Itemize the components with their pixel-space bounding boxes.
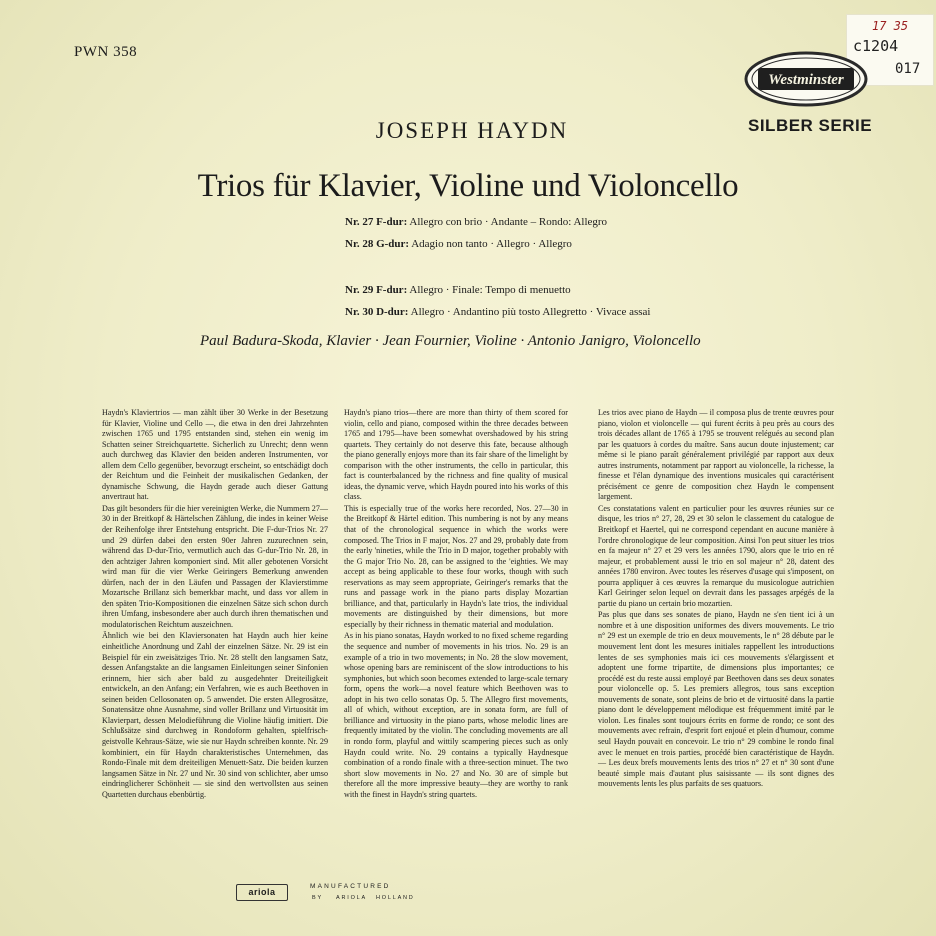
notes-paragraph: Das gilt besonders für die hier vereinigten Werke, die Nummern 27—30 in der Breitkopf & Härtelschen Zählung, die indes in keiner Weise der Reihenfolge ihrer Entstehung entspricht. Die F-dur-Trios Nr. 27 und 29 dürfen dabei den ersten 90er Jahren zuzurechnen sein, während das D-dur-Trio, vermutlich auch das G-dur-Trio Nr. 28, in den achtziger Jahren komponiert sind. Mit aller gebotenen Vorsicht wird man für die vier Werke Geiringers Bemerkung anwenden dürfen, nach der in den Läufen und Passagen der Klavierstimme Mozartsche Brillanz sich bemerkbar macht, und dass vor allem in den späten Trio-Kompositionen die einzelnen Sätze sich schon durch ihren Umfang, insbesondere aber auch durch ihren thematischen und modulatorischen Reichtum auszeichnen. [102,503,328,629]
movement-number: Nr. 29 F-dur: [345,284,408,296]
movement-text: Adagio non tanto · Allegro · Allegro [411,238,572,250]
notes-paragraph: This is especially true of the works here recorded, Nos. 27—30 in the Breitkopf & Härtel edition. This numbering is not by any means that of the chronological sequence in which the works were composed. The Trios in F major, Nos. 27 and 29, probably date from the early 'nineties, while the Trio in D major, together probably with the G major Trio No. 28, can be assigned to the 'eighties. We may accept as being applicable to these four works, though with such reservations as may seem appropriate, Geiringer's remarks that the runs and passage work in the piano parts display Mozartian brilliance, and that, particularly in Haydn's late trios, the individual movements are distinguished by their dimensions, but more especially by their richness in thematic material and modulation. [344,503,568,629]
manufacturer-name: ARIOLA [336,895,367,901]
westminster-logo [744,48,868,110]
work-title: Trios für Klavier, Violine und Violoncello [197,168,739,204]
movement-line [345,306,651,318]
movement-number: Nr. 27 F-dur: [345,216,408,228]
manufactured-label: MANUFACTURED [310,883,391,890]
movement-line [345,216,607,228]
westminster-logo-text: Westminster [768,72,844,88]
notes-english [344,408,568,801]
movement-line [345,238,572,250]
notes-german [102,408,328,801]
handwritten-code-1: c1204 [853,37,899,55]
manufacturer-country: HOLLAND [376,895,415,901]
catalog-number: PWN 358 [74,44,138,60]
movement-text: Allegro · Finale: Tempo di menuetto [409,284,571,296]
notes-paragraph: Pas plus que dans ses sonates de piano, Haydn ne s'en tient ici à un nombre et à une disposition uniformes des divers mouvements. Le trio n° 29 est un exemple de trio en deux mouvements, le n° 28 débute par le mouvement lent dont les mesures initiales rappellent les introductions lentes de ses symphonies mais ici ces mouvements s'élargissent et adoptent une forme tripartite, de dimensions plus importantes; ce procédé est du reste aussi employé par Beethoven dans ses deux sonates pour violoncelle op. 5. Les premiers allegros, tous sans exception mouvements de sonate, sont pleins de brio et de virtuosité dans la partie piano dont le développement mélodique est fréquemment imité par le violon. Les finales sont toujours écrits en forme de rondo; ce sont des mouvements avec refrain, d'esprit fort enjoué et plein d'humour, comme seul Haydn pouvait en concevoir. Le trio n° 29 combine le rondo final avec le menuet en trois parties, procédé bien caractéristique de Haydn. — Les deux brefs mouvements lents des trios n° 27 et n° 30 sont d'une beauté simple mais d'autant plus saisissante — ils sont dignes des mouvements lents les plus parfaits de ses quatuors. [598,610,834,789]
movement-number: Nr. 30 D-dur: [345,306,409,318]
movement-line [345,284,571,296]
series-name: SILBER SERIE [748,116,873,135]
notes-paragraph: As in his piano sonatas, Haydn worked to no fixed scheme regarding the sequence and number of movements in his trios. No. 29 is an example of a trio in two movements; in No. 28 the slow movement, whose opening bars are reminiscent of the slow introductions to his symphonies, but which soon becomes extended to large-scale ternary form, opens the work—a novel feature which Beethoven was to adopt in his two cello sonatas Op. 5. The Allegro first movements, all of which, without exception, are in sonata form, are full of brilliance and virtuosity in the piano parts, whose melodic lines are frequently imitated by the violin. The concluding movements are all in rondo form, playful and wittily scampering pieces such as only Haydn could write. No. 29 contains a typically Haydnesque combination of a rondo finale with a three-section minuet. The two short slow movements in No. 27 and No. 30 are of simple but therefore all the more impressive beauty—they are worthy to rank with the finest in Haydn's string quartets. [344,631,568,799]
movement-number: Nr. 28 G-dur: [345,238,410,250]
composer-name: JOSEPH HAYDN [375,118,569,143]
manufactured-by: BY [312,895,323,901]
notes-paragraph: Haydn's piano trios—there are more than thirty of them scored for violin, cello and piano, composed within the three decades between 1765 and 1795—have been somewhat overshadowed by his string quartets. They certainly do not deserve this fate, because although the piano generally enjoys more than its fair share of the limelight by comparison with the other instruments, the cello in particular, this fact is counterbalanced by the richness and fine quality of musical ideas, the dynamic verve, which Haydn poured into his works of this class. [344,408,568,502]
movement-text: Allegro · Andantino più tosto Allegretto · Vivace assai [410,306,651,318]
notes-french [598,408,834,791]
notes-paragraph: Ces constatations valent en particulier pour les œuvres réunies sur ce disque, les trios n° 27, 28, 29 et 30 selon le classement du catalogue de Breitkopf et Haertel, qui ne correspond cependant en aucune manière à l'ordre chronologique de leur composition. Ainsi l'on peut situer les trios en fa majeur n° 27 et 29 vers les années 1790, alors que le trio en ré majeur, et probablement aussi le trio en sol majeur n° 28, datent des années 1780 environ. Avec toutes les réserves d'usage qui s'imposent, on pourra appliquer à ces œuvres la remarque du musicologue autrichien Karl Geiringer selon lequel on devrait dans les passages arpégés de la partie du piano un certain brio mozartien. [598,503,834,608]
performers: Paul Badura-Skoda, Klavier · Jean Fournier, Violine · Antonio Janigro, Violoncello [200,333,701,349]
handwritten-note: 17 35 [872,19,909,33]
notes-paragraph: Les trios avec piano de Haydn — il composa plus de trente œuvres pour piano, violon et violoncelle — qui furent écrits à peu près au cours des trois décades allant de 1765 à 1795 se trouvent relégués au second plan par les quatuors à cordes du maître. Sans aucun doute injustement; car même si le piano paraît généralement privilégié par rapport aux deux autres instruments, notamment par rapport au violoncelle, la richesse, la finesse et l'élan dynamique des inventions musicales qui caractérisent précisément ce genre de composition chez Haydn le compensent largement. [598,408,834,502]
handwritten-code-2: 017 [895,61,921,77]
ariola-logo: ariola [236,884,288,901]
notes-paragraph: Haydn's Klaviertrios — man zählt über 30 Werke in der Besetzung für Klavier, Violine und Cello —, die etwa in den drei Jahrzehnten zwischen 1765 und 1795 entstanden sind, stehen ein wenig im Schatten seiner Streichquartette. Sicherlich zu Unrecht; denn wenn auch durchweg das Klavier den beiden anderen Instrumenten, vor allem dem Cello gegenüber, bevorzugt erscheint, so entschädigt doch der Reichtum und die Feinheit der musikalischen Gedanken, der dynamische Schwung, die Haydn gerade auch dieser Gattung anvertraut hat. [102,408,328,502]
notes-paragraph: Ähnlich wie bei den Klaviersonaten hat Haydn auch hier keine einheitliche Anordnung und Zahl der einzelnen Sätze. Nr. 29 ist ein Beispiel für ein zweisätziges Trio. Nr. 28 stellt den langsamen Satz, dessen Anfangstakte an die langsamen Einleitungen seiner Sinfonien erinnern, hier sich aber bald zu ausgedehnter Dreiteiligkeit entwickeln, an den Anfang; ein Verfahren, wie es auch Beethoven in seinen beiden Cellosonaten op. 5 anwendet. Die ersten Allegrosätze, Sonatensätze ohne Ausnahme, sind voller Brillanz und Virtuosität im Klavierpart, dessen Melodieführung die Violine häufig imitiert. Die Schlußsätze sind durchweg in Rondoform gehalten, spielfrisch-geistvolle Kehraus-Sätze, wie sie nur Haydn schreiben konnte. Nr. 29 kombiniert, ein für Haydn charakteristisches Unternehmen, das Rondo-Finale mit dem dreiteiligen Menuett-Satz. Die beiden kurzen langsamen Sätze in Nr. 27 und Nr. 30 sind von schlichter, aber umso eindringlicherer Schönheit — sie sind den wertvollsten aus seinen Quartetten durchaus ebenbürtig. [102,631,328,799]
movement-text: Allegro con brio · Andante – Rondo: Allegro [409,216,608,228]
